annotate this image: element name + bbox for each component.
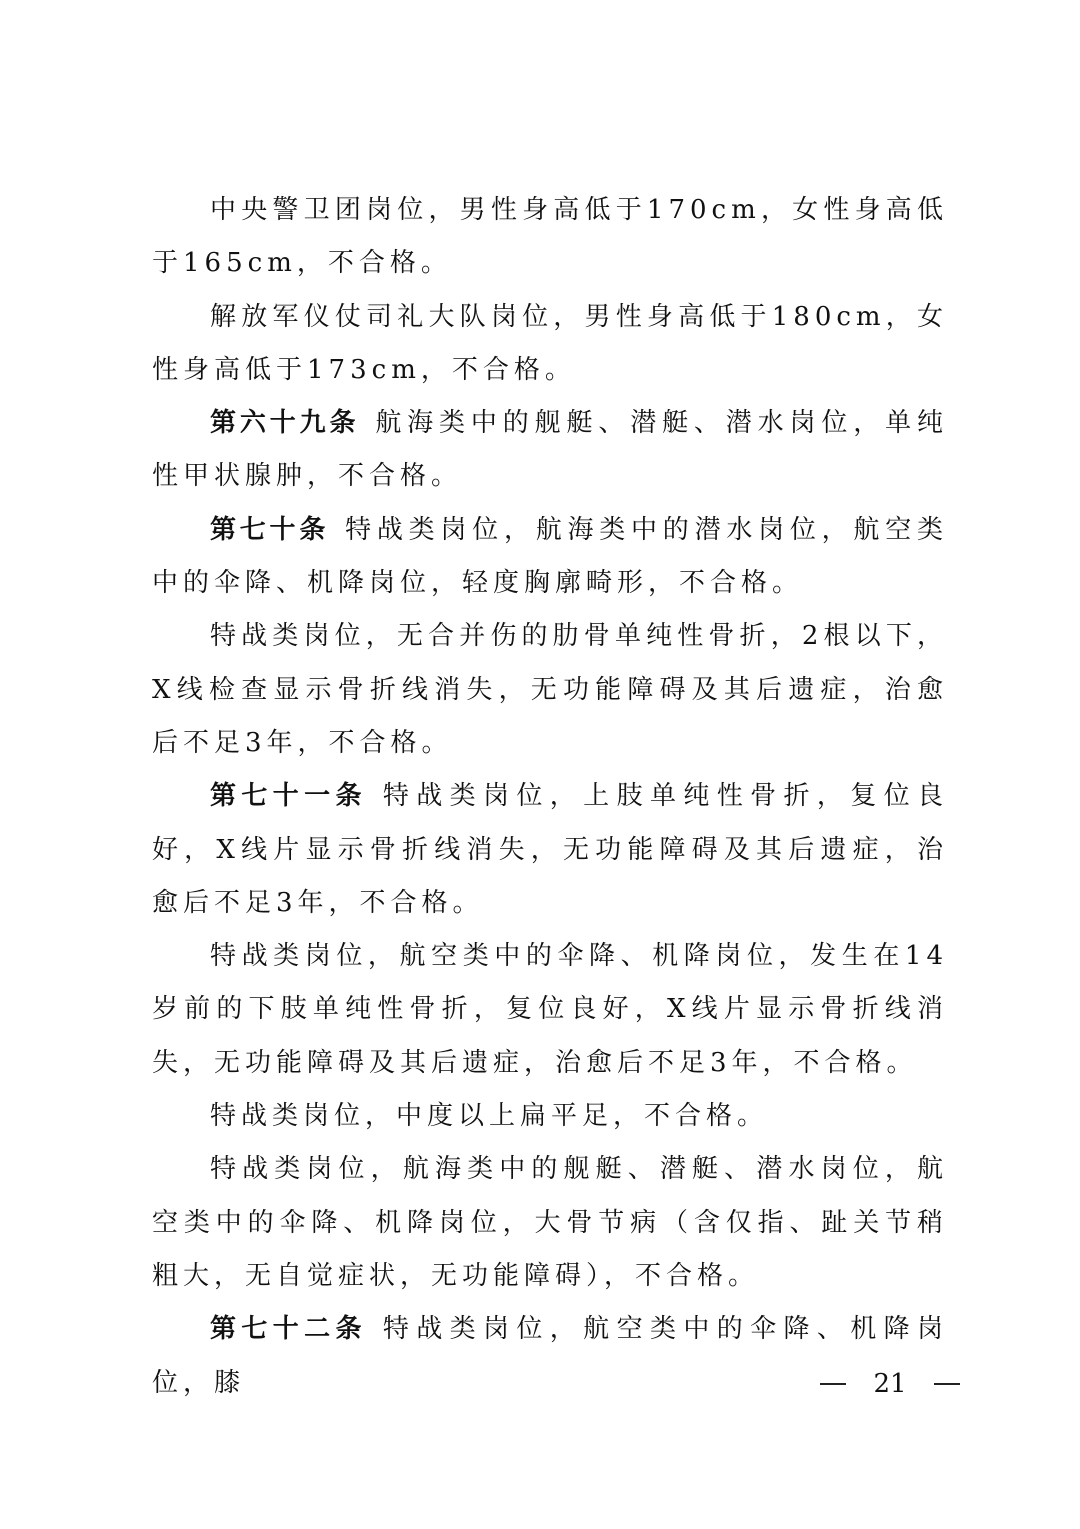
paragraph-text: 解放军仪仗司礼大队岗位，男性身高低于180cm，女性身高低于173cm，不合格。 (152, 301, 948, 385)
article-70 (152, 504, 948, 611)
article-heading: 第七十一条 (210, 781, 367, 812)
page-number-value: 21 (873, 1369, 907, 1399)
article-heading: 第七十二条 (210, 1314, 367, 1345)
paragraph (152, 930, 948, 1090)
paragraph-text: 特战类岗位，航海类中的舰艇、潜艇、潜水岗位，航空类中的伞降、机降岗位，大骨节病（含仅指、趾关节稍粗大，无自觉症状，无功能障碍），不合格。 (152, 1154, 948, 1291)
paragraph (152, 610, 948, 770)
paragraph (152, 1143, 948, 1303)
paragraph-text: 中央警卫团岗位，男性身高低于170cm，女性身高低于165cm，不合格。 (152, 195, 948, 279)
body-text (152, 184, 948, 1410)
article-heading: 第七十条 (210, 514, 330, 545)
dash-right (934, 1383, 960, 1385)
paragraph (152, 1090, 948, 1143)
paragraph-text: 特战类岗位，航空类中的伞降、机降岗位，发生在14岁前的下肢单纯性骨折，复位良好，X线片显示骨折线消失，无功能障碍及其后遗症，治愈后不足3年，不合格。 (152, 941, 948, 1078)
paragraph-text: 特战类岗位，航海类中的潜水岗位，航空类中的伞降、机降岗位，轻度胸廓畸形，不合格。 (152, 514, 948, 599)
paragraph-text: 航海类中的舰艇、潜艇、潜水岗位，单纯性甲状腺肿，不合格。 (152, 408, 948, 492)
article-heading: 第六十九条 (210, 408, 360, 439)
dash-left (820, 1383, 846, 1385)
page-number (820, 1366, 960, 1402)
article-69 (152, 397, 948, 504)
paragraph-text: 特战类岗位，航空类中的伞降、机降岗位，膝 (152, 1314, 948, 1398)
paragraph-text: 特战类岗位，无合并伤的肋骨单纯性骨折，2根以下，X线检查显示骨折线消失，无功能障碍及其后遗症，治愈后不足3年，不合格。 (152, 621, 948, 758)
paragraph-text: 特战类岗位，中度以上扁平足，不合格。 (210, 1101, 769, 1132)
paragraph-text: 特战类岗位，上肢单纯性骨折，复位良好，X线片显示骨折线消失，无功能障碍及其后遗症，治愈后不足3年，不合格。 (152, 781, 948, 918)
paragraph (152, 184, 948, 291)
paragraph (152, 291, 948, 398)
article-71 (152, 770, 948, 930)
